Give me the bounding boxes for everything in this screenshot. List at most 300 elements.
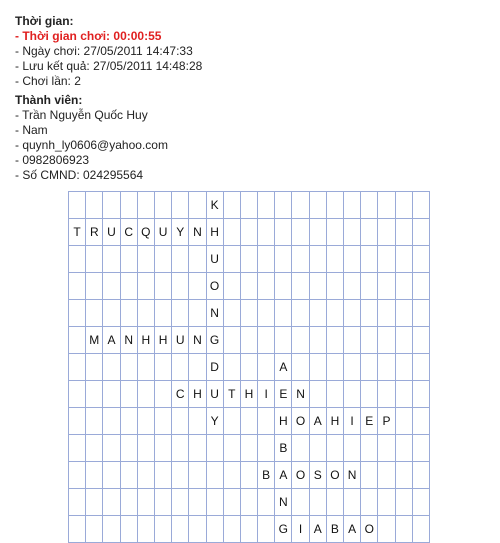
grid-cell-empty	[292, 435, 309, 462]
grid-cell-empty	[292, 354, 309, 381]
grid-cell-letter: N	[292, 381, 309, 408]
grid-cell-letter: Y	[172, 219, 189, 246]
grid-cell-empty	[378, 354, 395, 381]
grid-cell-empty	[154, 246, 171, 273]
grid-cell-empty	[103, 354, 120, 381]
grid-cell-empty	[69, 327, 86, 354]
time-section-title: Thời gian:	[15, 14, 74, 28]
grid-cell-empty	[361, 435, 378, 462]
grid-cell-empty	[240, 246, 257, 273]
grid-cell-empty	[137, 489, 154, 516]
grid-cell-letter: S	[309, 462, 326, 489]
grid-cell-empty	[103, 246, 120, 273]
grid-cell-letter: O	[292, 462, 309, 489]
grid-cell-empty	[292, 489, 309, 516]
grid-cell-letter: K	[206, 192, 223, 219]
grid-cell-empty	[103, 273, 120, 300]
grid-cell-empty	[378, 219, 395, 246]
grid-cell-empty	[120, 381, 137, 408]
grid-row	[69, 381, 430, 408]
grid-cell-empty	[69, 435, 86, 462]
grid-cell-empty	[361, 219, 378, 246]
grid-cell-empty	[309, 246, 326, 273]
grid-cell-empty	[240, 354, 257, 381]
grid-cell-empty	[240, 489, 257, 516]
grid-cell-empty	[69, 300, 86, 327]
grid-cell-empty	[86, 246, 103, 273]
grid-cell-empty	[361, 300, 378, 327]
grid-cell-empty	[344, 300, 361, 327]
grid-cell-empty	[258, 327, 275, 354]
member-id-number: - Số CMND: 024295564	[15, 168, 144, 182]
grid-row	[69, 489, 430, 516]
grid-cell-empty	[395, 219, 412, 246]
grid-cell-empty	[361, 246, 378, 273]
grid-cell-empty	[275, 192, 292, 219]
grid-cell-letter: N	[189, 327, 206, 354]
grid-cell-empty	[412, 300, 429, 327]
grid-cell-empty	[154, 273, 171, 300]
grid-cell-empty	[86, 300, 103, 327]
grid-cell-empty	[275, 273, 292, 300]
grid-cell-empty	[137, 300, 154, 327]
grid-cell-empty	[189, 246, 206, 273]
grid-cell-letter: G	[206, 327, 223, 354]
grid-cell-empty	[120, 300, 137, 327]
grid-cell-letter: U	[206, 381, 223, 408]
grid-cell-empty	[395, 381, 412, 408]
grid-cell-empty	[275, 300, 292, 327]
grid-cell-empty	[412, 273, 429, 300]
grid-row	[69, 354, 430, 381]
grid-row	[69, 408, 430, 435]
grid-cell-empty	[206, 489, 223, 516]
grid-cell-empty	[309, 327, 326, 354]
grid-cell-empty	[69, 354, 86, 381]
grid-cell-empty	[412, 327, 429, 354]
grid-cell-empty	[189, 192, 206, 219]
grid-cell-empty	[292, 192, 309, 219]
grid-cell-empty	[240, 408, 257, 435]
grid-row	[69, 300, 430, 327]
grid-cell-empty	[223, 246, 240, 273]
grid-cell-empty	[154, 381, 171, 408]
grid-cell-empty	[395, 462, 412, 489]
grid-cell-letter: N	[344, 462, 361, 489]
grid-cell-empty	[189, 435, 206, 462]
grid-cell-letter: A	[103, 327, 120, 354]
grid-cell-empty	[412, 381, 429, 408]
grid-row	[69, 462, 430, 489]
grid-cell-empty	[344, 219, 361, 246]
grid-cell-empty	[258, 354, 275, 381]
grid-cell-empty	[154, 300, 171, 327]
grid-cell-empty	[223, 489, 240, 516]
grid-cell-letter: U	[103, 219, 120, 246]
grid-cell-empty	[309, 219, 326, 246]
grid-cell-empty	[103, 381, 120, 408]
grid-cell-empty	[258, 408, 275, 435]
grid-cell-empty	[154, 516, 171, 543]
grid-cell-empty	[172, 300, 189, 327]
grid-cell-empty	[344, 354, 361, 381]
grid-cell-empty	[223, 273, 240, 300]
grid-cell-empty	[69, 381, 86, 408]
grid-cell-empty	[120, 192, 137, 219]
grid-cell-empty	[395, 516, 412, 543]
grid-cell-empty	[103, 435, 120, 462]
grid-cell-empty	[326, 192, 343, 219]
grid-cell-empty	[103, 300, 120, 327]
grid-cell-empty	[189, 300, 206, 327]
grid-cell-letter: H	[326, 408, 343, 435]
grid-cell-empty	[395, 246, 412, 273]
grid-cell-empty	[258, 192, 275, 219]
grid-cell-empty	[240, 327, 257, 354]
grid-cell-letter: O	[292, 408, 309, 435]
grid-cell-empty	[137, 354, 154, 381]
grid-cell-letter: D	[206, 354, 223, 381]
grid-cell-empty	[120, 489, 137, 516]
grid-cell-empty	[344, 327, 361, 354]
grid-cell-empty	[378, 489, 395, 516]
grid-cell-empty	[240, 300, 257, 327]
grid-cell-empty	[344, 192, 361, 219]
grid-cell-empty	[309, 354, 326, 381]
grid-cell-letter: O	[326, 462, 343, 489]
grid-cell-empty	[326, 246, 343, 273]
grid-cell-empty	[120, 435, 137, 462]
grid-cell-empty	[309, 273, 326, 300]
grid-row	[69, 435, 430, 462]
grid-cell-empty	[378, 273, 395, 300]
grid-cell-empty	[154, 462, 171, 489]
grid-cell-empty	[172, 516, 189, 543]
grid-cell-empty	[223, 516, 240, 543]
grid-cell-empty	[258, 516, 275, 543]
grid-row	[69, 192, 430, 219]
member-phone: - 0982806923	[15, 153, 90, 167]
grid-cell-empty	[240, 462, 257, 489]
grid-cell-empty	[395, 300, 412, 327]
grid-cell-empty	[258, 435, 275, 462]
grid-cell-empty	[395, 435, 412, 462]
grid-cell-empty	[223, 408, 240, 435]
grid-cell-empty	[103, 192, 120, 219]
grid-cell-letter: C	[172, 381, 189, 408]
grid-cell-empty	[275, 246, 292, 273]
grid-cell-empty	[206, 435, 223, 462]
grid-cell-letter: N	[120, 327, 137, 354]
grid-cell-empty	[309, 192, 326, 219]
grid-cell-empty	[344, 381, 361, 408]
grid-row	[69, 273, 430, 300]
grid-cell-empty	[292, 273, 309, 300]
grid-cell-empty	[258, 489, 275, 516]
grid-cell-empty	[69, 489, 86, 516]
grid-cell-empty	[120, 246, 137, 273]
grid-cell-empty	[69, 408, 86, 435]
grid-cell-letter: A	[275, 354, 292, 381]
grid-cell-empty	[172, 246, 189, 273]
grid-cell-empty	[292, 300, 309, 327]
grid-cell-empty	[275, 219, 292, 246]
grid-cell-empty	[223, 327, 240, 354]
grid-cell-empty	[137, 273, 154, 300]
grid-cell-letter: B	[275, 435, 292, 462]
member-name: - Trần Nguyễn Quốc Huy	[15, 108, 148, 122]
grid-cell-empty	[86, 192, 103, 219]
grid-cell-letter: I	[292, 516, 309, 543]
grid-cell-empty	[344, 273, 361, 300]
grid-cell-empty	[137, 435, 154, 462]
grid-cell-empty	[326, 219, 343, 246]
grid-cell-letter: I	[258, 381, 275, 408]
grid-cell-empty	[361, 489, 378, 516]
grid-cell-letter: E	[275, 381, 292, 408]
grid-cell-letter: U	[172, 327, 189, 354]
grid-cell-empty	[86, 435, 103, 462]
grid-cell-empty	[223, 300, 240, 327]
grid-cell-empty	[154, 408, 171, 435]
grid-cell-empty	[378, 435, 395, 462]
grid-cell-empty	[361, 354, 378, 381]
grid-cell-letter: T	[69, 219, 86, 246]
grid-cell-empty	[120, 462, 137, 489]
grid-cell-empty	[137, 192, 154, 219]
crossword-grid	[68, 191, 430, 543]
grid-cell-letter: M	[86, 327, 103, 354]
grid-cell-empty	[395, 192, 412, 219]
grid-cell-letter: H	[206, 219, 223, 246]
grid-cell-empty	[189, 354, 206, 381]
grid-cell-empty	[240, 516, 257, 543]
grid-cell-letter: O	[361, 516, 378, 543]
grid-cell-empty	[154, 489, 171, 516]
grid-cell-empty	[326, 300, 343, 327]
grid-cell-letter: U	[154, 219, 171, 246]
grid-cell-empty	[361, 273, 378, 300]
grid-cell-empty	[412, 489, 429, 516]
grid-cell-empty	[86, 273, 103, 300]
grid-cell-empty	[103, 462, 120, 489]
grid-cell-letter: H	[154, 327, 171, 354]
grid-cell-letter: H	[189, 381, 206, 408]
grid-cell-empty	[258, 219, 275, 246]
grid-cell-letter: R	[86, 219, 103, 246]
grid-cell-empty	[326, 354, 343, 381]
grid-cell-empty	[412, 219, 429, 246]
play-date: - Ngày chơi: 27/05/2011 14:47:33	[15, 44, 193, 58]
elapsed-time: - Thời gian chơi: 00:00:55	[15, 29, 162, 43]
grid-cell-empty	[240, 435, 257, 462]
grid-cell-empty	[189, 408, 206, 435]
grid-cell-letter: I	[344, 408, 361, 435]
grid-cell-letter: H	[240, 381, 257, 408]
grid-cell-empty	[137, 516, 154, 543]
grid-cell-letter: E	[361, 408, 378, 435]
grid-cell-empty	[309, 381, 326, 408]
grid-cell-empty	[223, 354, 240, 381]
grid-cell-empty	[326, 327, 343, 354]
grid-cell-letter: U	[206, 246, 223, 273]
grid-cell-empty	[120, 408, 137, 435]
grid-cell-empty	[86, 489, 103, 516]
grid-cell-empty	[240, 219, 257, 246]
grid-cell-empty	[309, 489, 326, 516]
grid-cell-empty	[412, 192, 429, 219]
grid-cell-empty	[395, 273, 412, 300]
grid-cell-empty	[172, 354, 189, 381]
grid-cell-letter: C	[120, 219, 137, 246]
grid-cell-letter: G	[275, 516, 292, 543]
play-count: - Chơi lần: 2	[15, 74, 81, 88]
grid-cell-letter: A	[309, 408, 326, 435]
grid-cell-letter: N	[275, 489, 292, 516]
grid-cell-letter: P	[378, 408, 395, 435]
grid-cell-empty	[69, 273, 86, 300]
grid-cell-empty	[137, 462, 154, 489]
grid-cell-empty	[86, 408, 103, 435]
grid-cell-empty	[69, 192, 86, 219]
grid-cell-empty	[275, 327, 292, 354]
grid-cell-empty	[223, 435, 240, 462]
grid-cell-empty	[292, 219, 309, 246]
grid-cell-empty	[86, 381, 103, 408]
grid-cell-letter: H	[275, 408, 292, 435]
grid-cell-empty	[395, 489, 412, 516]
grid-cell-empty	[69, 246, 86, 273]
grid-cell-empty	[137, 381, 154, 408]
grid-cell-empty	[103, 408, 120, 435]
grid-row	[69, 219, 430, 246]
grid-cell-empty	[86, 354, 103, 381]
grid-cell-empty	[258, 246, 275, 273]
grid-cell-empty	[189, 462, 206, 489]
grid-cell-empty	[361, 192, 378, 219]
grid-cell-empty	[292, 246, 309, 273]
grid-cell-letter: B	[326, 516, 343, 543]
grid-cell-empty	[223, 462, 240, 489]
grid-cell-empty	[361, 381, 378, 408]
grid-cell-empty	[206, 462, 223, 489]
grid-cell-empty	[223, 219, 240, 246]
grid-cell-empty	[137, 408, 154, 435]
grid-cell-empty	[120, 516, 137, 543]
grid-cell-empty	[137, 246, 154, 273]
grid-cell-empty	[172, 462, 189, 489]
grid-cell-empty	[189, 516, 206, 543]
grid-cell-letter: O	[206, 273, 223, 300]
grid-cell-empty	[189, 273, 206, 300]
grid-cell-empty	[172, 489, 189, 516]
grid-cell-empty	[326, 435, 343, 462]
grid-cell-empty	[69, 516, 86, 543]
grid-cell-empty	[223, 192, 240, 219]
grid-cell-empty	[344, 489, 361, 516]
grid-cell-empty	[412, 354, 429, 381]
grid-cell-empty	[86, 516, 103, 543]
grid-cell-empty	[172, 192, 189, 219]
grid-cell-letter: B	[258, 462, 275, 489]
game-info-panel	[15, 14, 202, 183]
grid-cell-empty	[378, 192, 395, 219]
grid-cell-empty	[120, 273, 137, 300]
grid-cell-letter: A	[275, 462, 292, 489]
save-result-date: - Lưu kết quả: 27/05/2011 14:48:28	[15, 59, 203, 73]
grid-cell-empty	[258, 273, 275, 300]
grid-cell-empty	[326, 381, 343, 408]
grid-cell-empty	[103, 516, 120, 543]
grid-cell-letter: A	[309, 516, 326, 543]
grid-cell-empty	[326, 273, 343, 300]
grid-cell-empty	[240, 273, 257, 300]
grid-row	[69, 516, 430, 543]
grid-cell-letter: T	[223, 381, 240, 408]
crossword-grid-container	[68, 191, 430, 543]
grid-cell-empty	[378, 462, 395, 489]
grid-cell-empty	[344, 435, 361, 462]
grid-cell-letter: N	[189, 219, 206, 246]
grid-cell-empty	[189, 489, 206, 516]
grid-cell-empty	[103, 489, 120, 516]
grid-cell-empty	[154, 192, 171, 219]
grid-cell-empty	[378, 246, 395, 273]
grid-cell-empty	[412, 408, 429, 435]
grid-cell-empty	[86, 462, 103, 489]
grid-cell-letter: Q	[137, 219, 154, 246]
grid-cell-empty	[172, 408, 189, 435]
grid-cell-empty	[292, 327, 309, 354]
grid-cell-letter: Y	[206, 408, 223, 435]
grid-row	[69, 246, 430, 273]
grid-cell-empty	[378, 381, 395, 408]
grid-cell-empty	[344, 246, 361, 273]
grid-cell-empty	[172, 273, 189, 300]
grid-cell-empty	[412, 246, 429, 273]
grid-cell-empty	[172, 435, 189, 462]
grid-cell-empty	[240, 192, 257, 219]
grid-cell-empty	[395, 408, 412, 435]
grid-cell-empty	[378, 327, 395, 354]
grid-cell-letter: H	[137, 327, 154, 354]
grid-cell-letter: A	[344, 516, 361, 543]
grid-cell-empty	[206, 516, 223, 543]
grid-cell-empty	[326, 489, 343, 516]
grid-cell-empty	[412, 462, 429, 489]
member-gender: - Nam	[15, 123, 48, 137]
grid-cell-empty	[378, 300, 395, 327]
grid-cell-empty	[361, 327, 378, 354]
member-email: - quynh_ly0606@yahoo.com	[15, 138, 168, 152]
grid-cell-empty	[154, 435, 171, 462]
grid-cell-empty	[154, 354, 171, 381]
grid-cell-empty	[69, 462, 86, 489]
grid-row	[69, 327, 430, 354]
grid-cell-empty	[412, 516, 429, 543]
grid-cell-letter: N	[206, 300, 223, 327]
grid-cell-empty	[378, 516, 395, 543]
grid-cell-empty	[395, 354, 412, 381]
grid-cell-empty	[309, 435, 326, 462]
grid-cell-empty	[309, 300, 326, 327]
grid-cell-empty	[120, 354, 137, 381]
member-section-title: Thành viên:	[15, 93, 83, 107]
grid-cell-empty	[361, 462, 378, 489]
grid-cell-empty	[412, 435, 429, 462]
grid-cell-empty	[258, 300, 275, 327]
grid-cell-empty	[395, 327, 412, 354]
